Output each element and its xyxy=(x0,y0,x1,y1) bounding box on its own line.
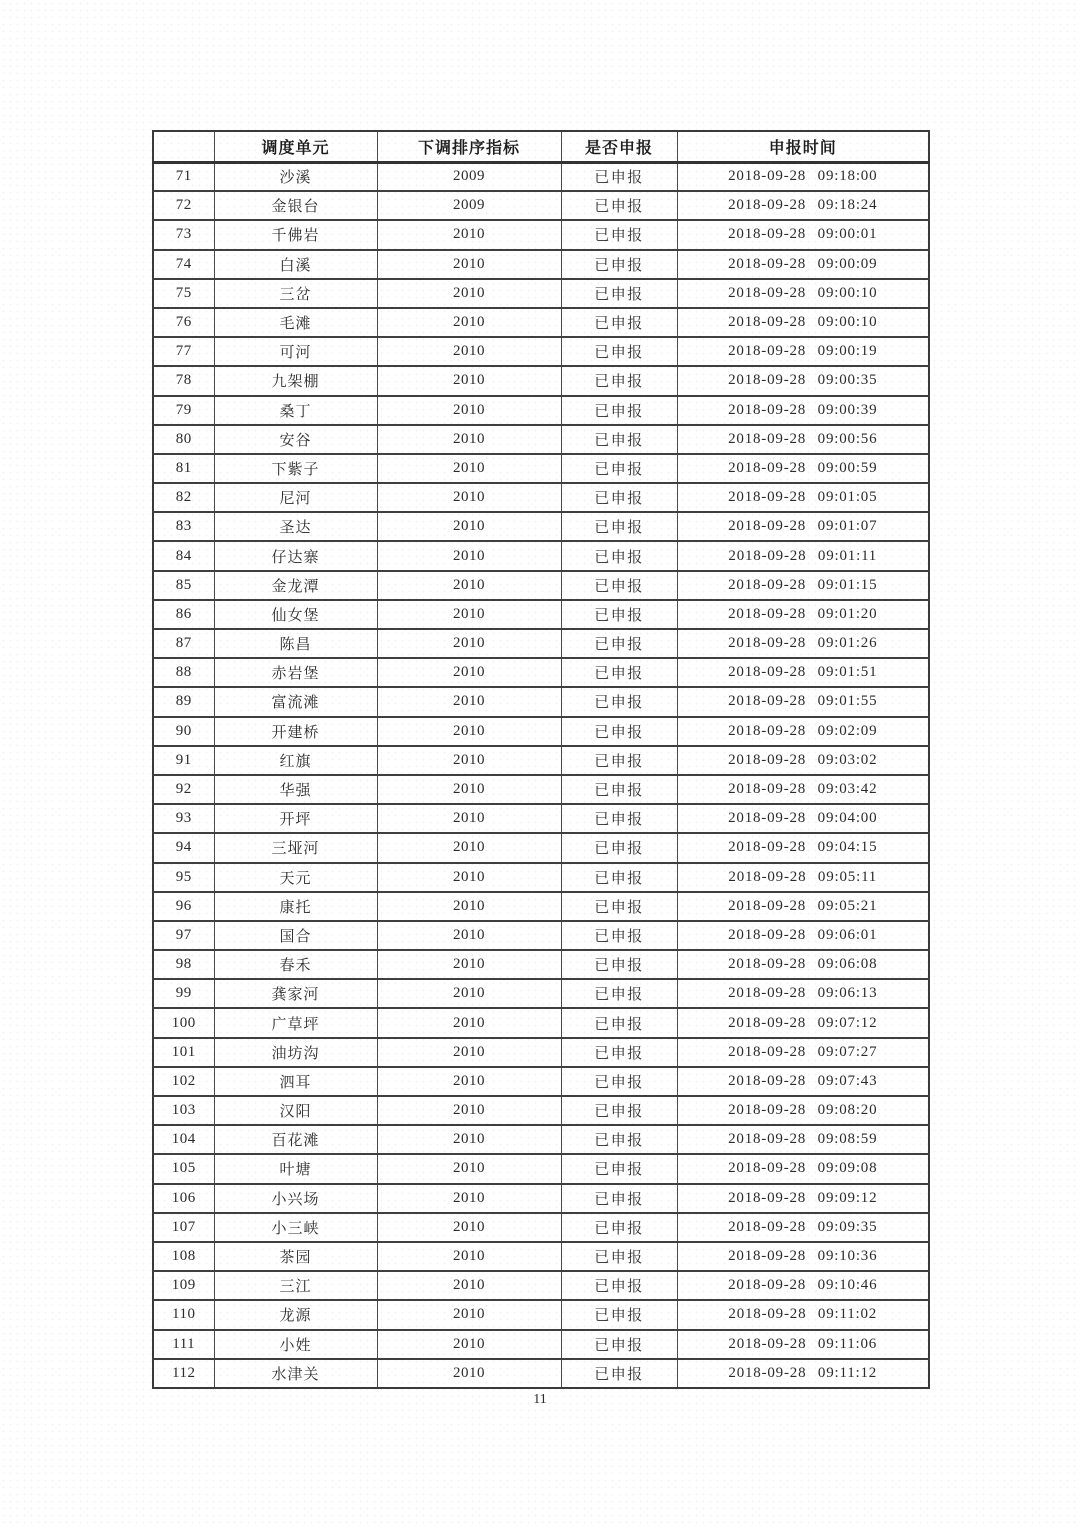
table-row xyxy=(153,1125,929,1154)
declare-status-cell: 已申报 xyxy=(561,396,677,425)
sort-index-cell: 2010 xyxy=(377,425,561,454)
table-row xyxy=(153,717,929,746)
table-row xyxy=(153,687,929,716)
unit-name-cell: 白溪 xyxy=(214,250,377,279)
table-row xyxy=(153,220,929,249)
header-declaration-time: 申报时间 xyxy=(677,131,929,162)
unit-name-cell: 红旗 xyxy=(214,746,377,775)
unit-name-cell: 圣达 xyxy=(214,512,377,541)
declare-time-cell: 2018-09-28 09:00:09 xyxy=(677,250,929,279)
declare-time-cell: 2018-09-28 09:01:05 xyxy=(677,483,929,512)
unit-name-cell: 茶园 xyxy=(214,1242,377,1271)
row-number-cell: 80 xyxy=(153,425,214,454)
unit-name-cell: 安谷 xyxy=(214,425,377,454)
unit-name-cell: 仙女堡 xyxy=(214,600,377,629)
unit-name-cell: 三垭河 xyxy=(214,833,377,862)
row-number-cell: 83 xyxy=(153,512,214,541)
row-number-cell: 89 xyxy=(153,687,214,716)
header-down-sort-index: 下调排序指标 xyxy=(377,131,561,162)
declare-status-cell: 已申报 xyxy=(561,833,677,862)
header-dispatch-unit: 调度单元 xyxy=(214,131,377,162)
declare-time-cell: 2018-09-28 09:00:35 xyxy=(677,366,929,395)
declare-status-cell: 已申报 xyxy=(561,1330,677,1359)
row-number-cell: 88 xyxy=(153,658,214,687)
sort-index-cell: 2010 xyxy=(377,717,561,746)
declare-time-cell: 2018-09-28 09:05:21 xyxy=(677,892,929,921)
header-declared-or-not: 是否申报 xyxy=(561,131,677,162)
declare-time-cell: 2018-09-28 09:18:24 xyxy=(677,191,929,220)
row-number-cell: 94 xyxy=(153,833,214,862)
table-row xyxy=(153,191,929,220)
declare-status-cell: 已申报 xyxy=(561,220,677,249)
declare-status-cell: 已申报 xyxy=(561,687,677,716)
sort-index-cell: 2010 xyxy=(377,746,561,775)
row-number-cell: 77 xyxy=(153,337,214,366)
unit-name-cell: 金龙潭 xyxy=(214,571,377,600)
sort-index-cell: 2009 xyxy=(377,191,561,220)
row-number-cell: 111 xyxy=(153,1330,214,1359)
table-row xyxy=(153,833,929,862)
declare-status-cell: 已申报 xyxy=(561,950,677,979)
declare-status-cell: 已申报 xyxy=(561,162,677,191)
unit-name-cell: 泗耳 xyxy=(214,1067,377,1096)
table-row xyxy=(153,250,929,279)
table-body xyxy=(153,162,929,1388)
declare-status-cell: 已申报 xyxy=(561,1067,677,1096)
table-row xyxy=(153,1271,929,1300)
table-row xyxy=(153,396,929,425)
sort-index-cell: 2010 xyxy=(377,629,561,658)
unit-name-cell: 龚家河 xyxy=(214,979,377,1008)
declare-time-cell: 2018-09-28 09:00:19 xyxy=(677,337,929,366)
declare-status-cell: 已申报 xyxy=(561,337,677,366)
unit-name-cell: 可河 xyxy=(214,337,377,366)
unit-name-cell: 广草坪 xyxy=(214,1008,377,1037)
declare-status-cell: 已申报 xyxy=(561,308,677,337)
row-number-cell: 81 xyxy=(153,454,214,483)
unit-name-cell: 三江 xyxy=(214,1271,377,1300)
declare-time-cell: 2018-09-28 09:09:35 xyxy=(677,1213,929,1242)
sort-index-cell: 2010 xyxy=(377,250,561,279)
row-number-cell: 91 xyxy=(153,746,214,775)
table-row xyxy=(153,366,929,395)
table-row xyxy=(153,541,929,570)
declare-time-cell: 2018-09-28 09:01:11 xyxy=(677,541,929,570)
sort-index-cell: 2010 xyxy=(377,541,561,570)
sort-index-cell: 2010 xyxy=(377,366,561,395)
declare-time-cell: 2018-09-28 09:04:00 xyxy=(677,804,929,833)
sort-index-cell: 2010 xyxy=(377,804,561,833)
declare-status-cell: 已申报 xyxy=(561,892,677,921)
declare-status-cell: 已申报 xyxy=(561,1300,677,1329)
table-row xyxy=(153,1300,929,1329)
sort-index-cell: 2010 xyxy=(377,979,561,1008)
row-number-cell: 76 xyxy=(153,308,214,337)
declare-status-cell: 已申报 xyxy=(561,1096,677,1125)
row-number-cell: 103 xyxy=(153,1096,214,1125)
unit-name-cell: 下紫子 xyxy=(214,454,377,483)
table-row xyxy=(153,337,929,366)
declare-status-cell: 已申报 xyxy=(561,921,677,950)
row-number-cell: 112 xyxy=(153,1359,214,1388)
sort-index-cell: 2010 xyxy=(377,279,561,308)
unit-name-cell: 沙溪 xyxy=(214,162,377,191)
table-row xyxy=(153,775,929,804)
sort-index-cell: 2010 xyxy=(377,1300,561,1329)
declare-status-cell: 已申报 xyxy=(561,717,677,746)
declare-time-cell: 2018-09-28 09:07:27 xyxy=(677,1038,929,1067)
declare-status-cell: 已申报 xyxy=(561,1038,677,1067)
row-number-cell: 79 xyxy=(153,396,214,425)
sort-index-cell: 2010 xyxy=(377,921,561,950)
unit-name-cell: 小三峡 xyxy=(214,1213,377,1242)
declare-status-cell: 已申报 xyxy=(561,863,677,892)
sort-index-cell: 2010 xyxy=(377,1359,561,1388)
declare-status-cell: 已申报 xyxy=(561,366,677,395)
unit-name-cell: 开建桥 xyxy=(214,717,377,746)
table-row xyxy=(153,950,929,979)
sort-index-cell: 2010 xyxy=(377,1271,561,1300)
row-number-cell: 102 xyxy=(153,1067,214,1096)
sort-index-cell: 2010 xyxy=(377,950,561,979)
table-row xyxy=(153,1359,929,1388)
declare-time-cell: 2018-09-28 09:11:06 xyxy=(677,1330,929,1359)
declare-time-cell: 2018-09-28 09:00:59 xyxy=(677,454,929,483)
declare-time-cell: 2018-09-28 09:06:08 xyxy=(677,950,929,979)
table-row xyxy=(153,1184,929,1213)
declaration-table xyxy=(152,130,930,1389)
declare-time-cell: 2018-09-28 09:02:09 xyxy=(677,717,929,746)
unit-name-cell: 康托 xyxy=(214,892,377,921)
table-row xyxy=(153,921,929,950)
table-row xyxy=(153,746,929,775)
sort-index-cell: 2010 xyxy=(377,1125,561,1154)
sort-index-cell: 2010 xyxy=(377,454,561,483)
unit-name-cell: 叶塘 xyxy=(214,1154,377,1183)
declare-status-cell: 已申报 xyxy=(561,1154,677,1183)
unit-name-cell: 小兴场 xyxy=(214,1184,377,1213)
declare-time-cell: 2018-09-28 09:03:02 xyxy=(677,746,929,775)
declare-time-cell: 2018-09-28 09:00:01 xyxy=(677,220,929,249)
unit-name-cell: 天元 xyxy=(214,863,377,892)
declare-time-cell: 2018-09-28 09:06:13 xyxy=(677,979,929,1008)
row-number-cell: 107 xyxy=(153,1213,214,1242)
table-row xyxy=(153,979,929,1008)
declare-status-cell: 已申报 xyxy=(561,279,677,308)
declare-time-cell: 2018-09-28 09:10:46 xyxy=(677,1271,929,1300)
sort-index-cell: 2010 xyxy=(377,396,561,425)
sort-index-cell: 2010 xyxy=(377,308,561,337)
declare-status-cell: 已申报 xyxy=(561,1008,677,1037)
sort-index-cell: 2010 xyxy=(377,337,561,366)
table-row xyxy=(153,1038,929,1067)
declare-status-cell: 已申报 xyxy=(561,425,677,454)
declare-status-cell: 已申报 xyxy=(561,804,677,833)
unit-name-cell: 国合 xyxy=(214,921,377,950)
declare-status-cell: 已申报 xyxy=(561,1242,677,1271)
declare-status-cell: 已申报 xyxy=(561,541,677,570)
unit-name-cell: 龙源 xyxy=(214,1300,377,1329)
row-number-cell: 110 xyxy=(153,1300,214,1329)
row-number-cell: 74 xyxy=(153,250,214,279)
unit-name-cell: 百花滩 xyxy=(214,1125,377,1154)
table-row xyxy=(153,425,929,454)
unit-name-cell: 开坪 xyxy=(214,804,377,833)
row-number-cell: 71 xyxy=(153,162,214,191)
declare-status-cell: 已申报 xyxy=(561,1213,677,1242)
declare-time-cell: 2018-09-28 09:11:02 xyxy=(677,1300,929,1329)
unit-name-cell: 华强 xyxy=(214,775,377,804)
sort-index-cell: 2010 xyxy=(377,863,561,892)
table-row xyxy=(153,892,929,921)
declare-time-cell: 2018-09-28 09:08:20 xyxy=(677,1096,929,1125)
unit-name-cell: 九架棚 xyxy=(214,366,377,395)
sort-index-cell: 2010 xyxy=(377,892,561,921)
table-row xyxy=(153,571,929,600)
table-row xyxy=(153,1242,929,1271)
table-row xyxy=(153,1154,929,1183)
row-number-cell: 84 xyxy=(153,541,214,570)
row-number-cell: 87 xyxy=(153,629,214,658)
sort-index-cell: 2010 xyxy=(377,833,561,862)
unit-name-cell: 水津关 xyxy=(214,1359,377,1388)
row-number-cell: 78 xyxy=(153,366,214,395)
row-number-cell: 73 xyxy=(153,220,214,249)
header-row-number xyxy=(153,131,214,162)
declare-status-cell: 已申报 xyxy=(561,191,677,220)
unit-name-cell: 尼河 xyxy=(214,483,377,512)
sort-index-cell: 2010 xyxy=(377,1242,561,1271)
row-number-cell: 95 xyxy=(153,863,214,892)
table-row xyxy=(153,1096,929,1125)
declare-status-cell: 已申报 xyxy=(561,571,677,600)
declare-time-cell: 2018-09-28 09:09:12 xyxy=(677,1184,929,1213)
sort-index-cell: 2010 xyxy=(377,687,561,716)
sort-index-cell: 2010 xyxy=(377,483,561,512)
declare-time-cell: 2018-09-28 09:01:15 xyxy=(677,571,929,600)
sort-index-cell: 2010 xyxy=(377,1096,561,1125)
table-row xyxy=(153,629,929,658)
sort-index-cell: 2010 xyxy=(377,658,561,687)
declare-time-cell: 2018-09-28 09:07:43 xyxy=(677,1067,929,1096)
row-number-cell: 106 xyxy=(153,1184,214,1213)
row-number-cell: 92 xyxy=(153,775,214,804)
row-number-cell: 105 xyxy=(153,1154,214,1183)
table-row xyxy=(153,512,929,541)
row-number-cell: 96 xyxy=(153,892,214,921)
declare-time-cell: 2018-09-28 09:09:08 xyxy=(677,1154,929,1183)
unit-name-cell: 汉阳 xyxy=(214,1096,377,1125)
declare-time-cell: 2018-09-28 09:00:10 xyxy=(677,308,929,337)
declare-time-cell: 2018-09-28 09:01:20 xyxy=(677,600,929,629)
declare-time-cell: 2018-09-28 09:01:51 xyxy=(677,658,929,687)
declare-status-cell: 已申报 xyxy=(561,979,677,1008)
table-row xyxy=(153,600,929,629)
row-number-cell: 93 xyxy=(153,804,214,833)
declare-status-cell: 已申报 xyxy=(561,1184,677,1213)
sort-index-cell: 2010 xyxy=(377,512,561,541)
declare-time-cell: 2018-09-28 09:00:39 xyxy=(677,396,929,425)
table-header xyxy=(153,131,929,162)
sort-index-cell: 2010 xyxy=(377,1330,561,1359)
unit-name-cell: 桑丁 xyxy=(214,396,377,425)
row-number-cell: 90 xyxy=(153,717,214,746)
declare-time-cell: 2018-09-28 09:00:56 xyxy=(677,425,929,454)
unit-name-cell: 毛滩 xyxy=(214,308,377,337)
unit-name-cell: 仔达寨 xyxy=(214,541,377,570)
declare-time-cell: 2018-09-28 09:08:59 xyxy=(677,1125,929,1154)
table-row xyxy=(153,279,929,308)
table-row xyxy=(153,863,929,892)
unit-name-cell: 富流滩 xyxy=(214,687,377,716)
sort-index-cell: 2010 xyxy=(377,600,561,629)
declare-status-cell: 已申报 xyxy=(561,250,677,279)
unit-name-cell: 三岔 xyxy=(214,279,377,308)
unit-name-cell: 春禾 xyxy=(214,950,377,979)
sort-index-cell: 2010 xyxy=(377,1184,561,1213)
declare-time-cell: 2018-09-28 09:18:00 xyxy=(677,162,929,191)
row-number-cell: 72 xyxy=(153,191,214,220)
row-number-cell: 109 xyxy=(153,1271,214,1300)
row-number-cell: 98 xyxy=(153,950,214,979)
unit-name-cell: 油坊沟 xyxy=(214,1038,377,1067)
declare-time-cell: 2018-09-28 09:01:07 xyxy=(677,512,929,541)
sort-index-cell: 2009 xyxy=(377,162,561,191)
sort-index-cell: 2010 xyxy=(377,1038,561,1067)
table-row xyxy=(153,804,929,833)
sort-index-cell: 2010 xyxy=(377,1154,561,1183)
row-number-cell: 97 xyxy=(153,921,214,950)
row-number-cell: 101 xyxy=(153,1038,214,1067)
declare-time-cell: 2018-09-28 09:04:15 xyxy=(677,833,929,862)
declare-time-cell: 2018-09-28 09:11:12 xyxy=(677,1359,929,1388)
sort-index-cell: 2010 xyxy=(377,220,561,249)
table-row xyxy=(153,658,929,687)
declare-status-cell: 已申报 xyxy=(561,600,677,629)
declare-status-cell: 已申报 xyxy=(561,1125,677,1154)
unit-name-cell: 小姓 xyxy=(214,1330,377,1359)
unit-name-cell: 赤岩堡 xyxy=(214,658,377,687)
header-row xyxy=(153,131,929,162)
table-row xyxy=(153,454,929,483)
unit-name-cell: 陈昌 xyxy=(214,629,377,658)
declare-time-cell: 2018-09-28 09:07:12 xyxy=(677,1008,929,1037)
declare-status-cell: 已申报 xyxy=(561,483,677,512)
declare-time-cell: 2018-09-28 09:05:11 xyxy=(677,863,929,892)
declare-status-cell: 已申报 xyxy=(561,512,677,541)
declare-time-cell: 2018-09-28 09:10:36 xyxy=(677,1242,929,1271)
declare-status-cell: 已申报 xyxy=(561,1271,677,1300)
table-row xyxy=(153,1067,929,1096)
table-row xyxy=(153,483,929,512)
declare-time-cell: 2018-09-28 09:01:26 xyxy=(677,629,929,658)
sort-index-cell: 2010 xyxy=(377,1067,561,1096)
table-row xyxy=(153,308,929,337)
row-number-cell: 104 xyxy=(153,1125,214,1154)
row-number-cell: 108 xyxy=(153,1242,214,1271)
declare-time-cell: 2018-09-28 09:06:01 xyxy=(677,921,929,950)
table-row xyxy=(153,1330,929,1359)
declare-time-cell: 2018-09-28 09:01:55 xyxy=(677,687,929,716)
unit-name-cell: 金银台 xyxy=(214,191,377,220)
sort-index-cell: 2010 xyxy=(377,775,561,804)
row-number-cell: 100 xyxy=(153,1008,214,1037)
row-number-cell: 85 xyxy=(153,571,214,600)
table-row xyxy=(153,1213,929,1242)
row-number-cell: 99 xyxy=(153,979,214,1008)
declare-time-cell: 2018-09-28 09:00:10 xyxy=(677,279,929,308)
declare-status-cell: 已申报 xyxy=(561,454,677,483)
row-number-cell: 86 xyxy=(153,600,214,629)
row-number-cell: 75 xyxy=(153,279,214,308)
row-number-cell: 82 xyxy=(153,483,214,512)
declare-status-cell: 已申报 xyxy=(561,746,677,775)
sort-index-cell: 2010 xyxy=(377,1213,561,1242)
table-row xyxy=(153,162,929,191)
page-number: 11 xyxy=(533,1392,547,1407)
declare-status-cell: 已申报 xyxy=(561,629,677,658)
sort-index-cell: 2010 xyxy=(377,1008,561,1037)
table-row xyxy=(153,1008,929,1037)
unit-name-cell: 千佛岩 xyxy=(214,220,377,249)
declare-status-cell: 已申报 xyxy=(561,1359,677,1388)
declare-time-cell: 2018-09-28 09:03:42 xyxy=(677,775,929,804)
declare-status-cell: 已申报 xyxy=(561,775,677,804)
sort-index-cell: 2010 xyxy=(377,571,561,600)
declare-status-cell: 已申报 xyxy=(561,658,677,687)
